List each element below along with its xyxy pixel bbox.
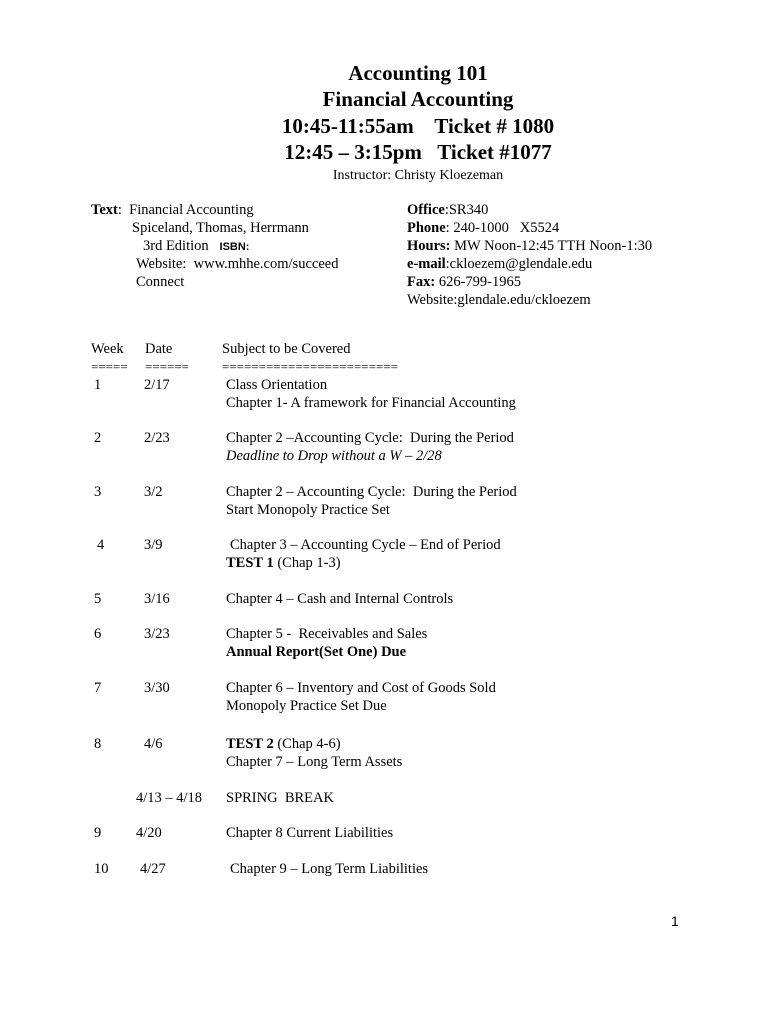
row-subject-detail: Chapter 1- A framework for Financial Accounting <box>226 395 516 411</box>
row-week: 5 <box>94 591 102 607</box>
week-header: Week <box>91 341 124 357</box>
row-date: 4/6 <box>144 736 163 752</box>
text-title: Financial Accounting <box>129 202 254 218</box>
row-subject-detail: Chapter 7 – Long Term Assets <box>226 754 403 770</box>
row-week: 1 <box>94 377 102 393</box>
week-rule: ===== <box>91 359 128 374</box>
instructor: Instructor: Christy Kloezeman <box>332 168 504 183</box>
hours-value: MW Noon-12:45 TTH Noon-1:30 <box>450 238 653 254</box>
row-subject: Chapter 3 – Accounting Cycle – End of Period <box>230 537 501 553</box>
phone-value: : 240-1000 X5524 <box>445 220 560 236</box>
row-subject-detail: Start Monopoly Practice Set <box>226 502 390 518</box>
fax-value: 626-799-1965 <box>435 274 521 290</box>
hours-label: Hours: <box>407 238 451 254</box>
row-subject: Chapter 5 - Receivables and Sales <box>226 626 428 642</box>
phone-line <box>407 219 559 237</box>
row-week: 7 <box>94 680 102 696</box>
row-week: 6 <box>94 626 102 642</box>
contact-website: Website:glendale.edu/ckloezem <box>407 292 591 308</box>
row-date: 4/13 – 4/18 <box>136 790 203 806</box>
row-date: 3/30 <box>144 680 170 696</box>
text-label: Text <box>91 202 118 218</box>
row-week: 10 <box>94 861 109 877</box>
subject-rule: ======================== <box>222 359 398 374</box>
row-date: 3/23 <box>144 626 170 642</box>
course-title: Accounting 101 <box>348 61 488 85</box>
row-subject: SPRING BREAK <box>226 790 334 806</box>
row-subject-detail <box>226 554 341 572</box>
row-date: 3/2 <box>144 484 163 500</box>
section-1: 10:45-11:55am Ticket # 1080 <box>281 114 555 138</box>
row-week: 9 <box>94 825 102 841</box>
row-subject: Chapter 6 – Inventory and Cost of Goods Sold <box>226 680 496 696</box>
row-date: 3/16 <box>144 591 170 607</box>
email-value: :ckloezem@glendale.edu <box>445 256 593 272</box>
row-date: 2/17 <box>144 377 170 393</box>
row-date: 4/20 <box>136 825 162 841</box>
isbn-label: ISBN: <box>219 241 250 253</box>
row-subject-detail: Deadline to Drop without a W – 2/28 <box>226 448 442 464</box>
row-subject: Chapter 4 – Cash and Internal Controls <box>226 591 454 607</box>
row-subject-detail: Annual Report(Set One) Due <box>226 644 407 660</box>
section-2: 12:45 – 3:15pm Ticket #1077 <box>284 140 552 164</box>
row-date: 3/9 <box>144 537 163 553</box>
row-subject: Class Orientation <box>226 377 328 393</box>
row-date: 2/23 <box>144 430 170 446</box>
row-week: 3 <box>94 484 102 500</box>
row-subject: Chapter 2 – Accounting Cycle: During the Period <box>226 484 517 500</box>
test-chapters: (Chap 1-3) <box>273 555 341 571</box>
subject-header: Subject to be Covered <box>222 341 351 357</box>
fax-label: Fax: <box>407 274 436 290</box>
row-subject <box>226 735 341 753</box>
test-label: TEST 2 <box>226 736 274 752</box>
fax-line <box>407 273 521 291</box>
row-date: 4/27 <box>140 861 166 877</box>
email-line <box>407 255 592 273</box>
row-week: 4 <box>97 537 105 553</box>
test-label: TEST 1 <box>226 555 274 571</box>
course-subtitle: Financial Accounting <box>322 87 514 111</box>
email-label: e-mail <box>407 256 446 272</box>
text-edition: 3rd Edition <box>143 238 209 254</box>
row-subject-detail: Monopoly Practice Set Due <box>226 698 387 714</box>
text-line: Text: Financial Accounting <box>91 202 254 218</box>
office-value: :SR340 <box>444 202 489 218</box>
page-number: 1 <box>671 913 679 929</box>
row-week: 8 <box>94 736 102 752</box>
text-authors: Spiceland, Thomas, Herrmann <box>132 220 309 236</box>
office-label: Office <box>407 202 445 218</box>
hours-line <box>407 237 652 255</box>
text-edition-line <box>143 237 249 256</box>
test-chapters: (Chap 4-6) <box>273 736 341 752</box>
row-week: 2 <box>94 430 102 446</box>
text-website: Website: www.mhhe.com/succeed <box>136 256 339 272</box>
row-subject: Chapter 9 – Long Term Liabilities <box>230 861 429 877</box>
phone-label: Phone <box>407 220 446 236</box>
office-line <box>407 201 488 219</box>
date-rule: ====== <box>145 359 189 374</box>
row-subject: Chapter 2 –Accounting Cycle: During the Period <box>226 430 514 446</box>
row-subject: Chapter 8 Current Liabilities <box>226 825 394 841</box>
text-connect: Connect <box>136 274 185 290</box>
date-header: Date <box>145 341 173 357</box>
